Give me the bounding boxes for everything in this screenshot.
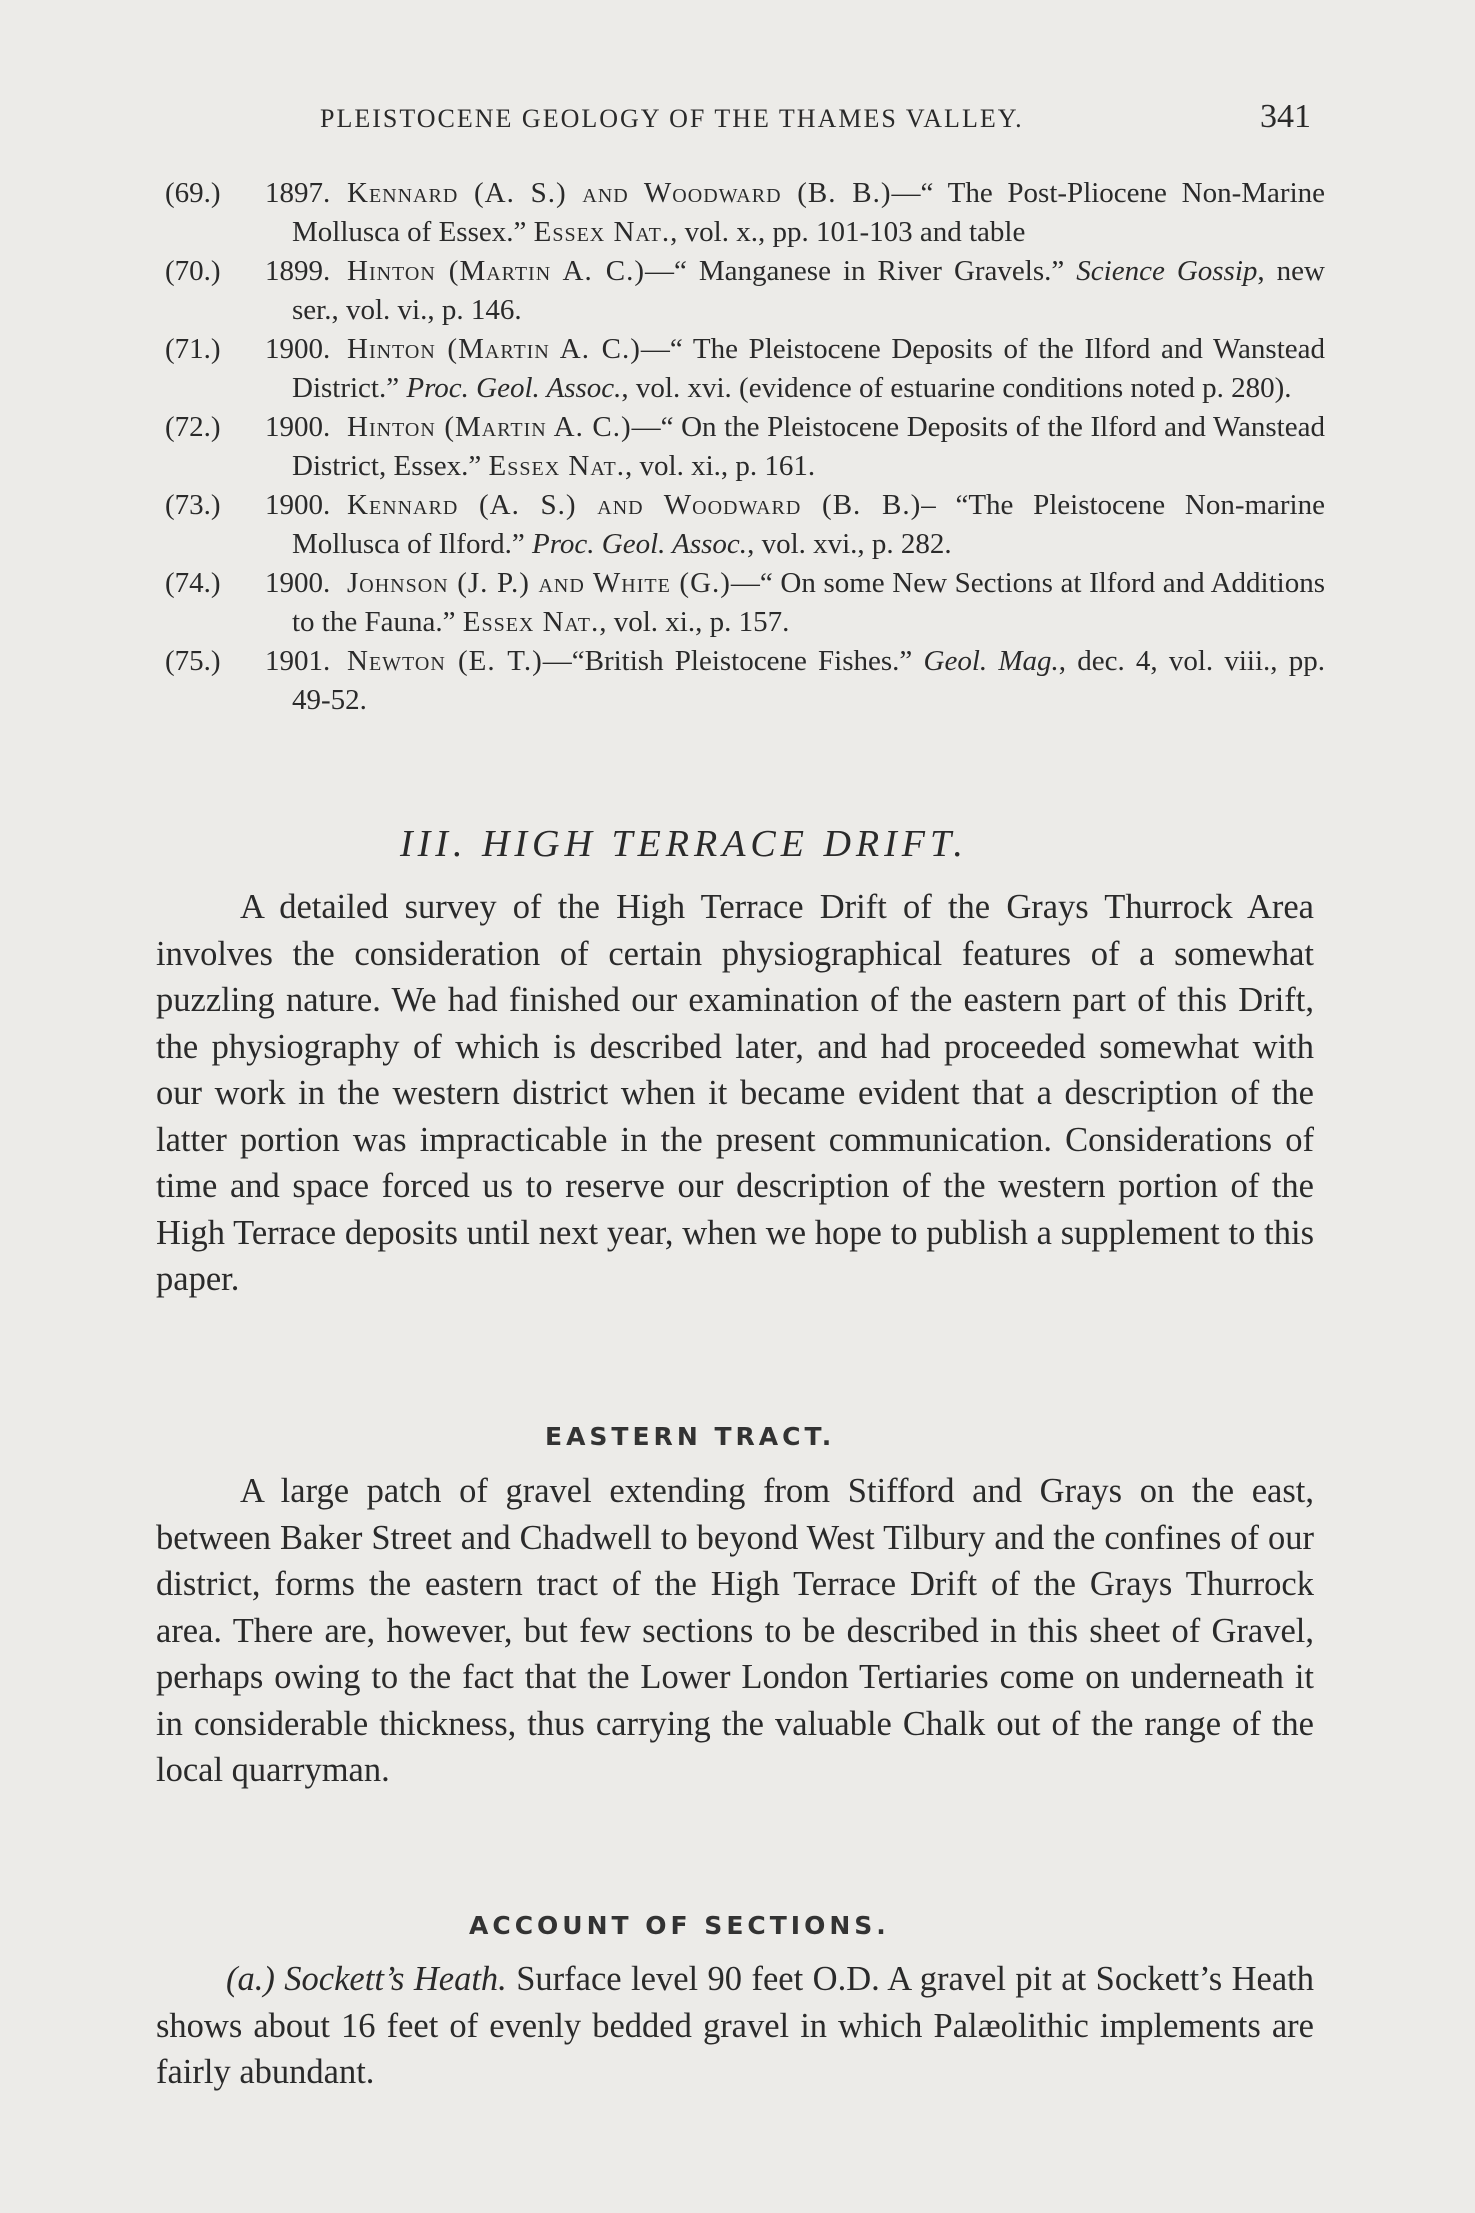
reference-details: , dec. 4, vol. viii., pp. 49-52. bbox=[292, 645, 1325, 716]
reference-details: , new ser., vol. vi., p. 146. bbox=[292, 255, 1325, 326]
reference-number: (75.) bbox=[165, 645, 221, 677]
reference-year: 1900. bbox=[265, 489, 331, 521]
reference-details: , vol. x., pp. 101-103 and table bbox=[670, 216, 1026, 248]
reference-item bbox=[165, 408, 1325, 486]
reference-authors: Hinton (Martin A. C.) bbox=[347, 255, 645, 287]
reference-year: 1899. bbox=[265, 255, 331, 287]
reference-authors: Newton (E. T.) bbox=[347, 645, 543, 677]
reference-text: – “The Pleistocene Non-marine Mollusca of Ilford.” bbox=[292, 489, 1325, 560]
reference-year: 1897. bbox=[265, 177, 331, 209]
reference-details: , vol. xvi., p. 282. bbox=[747, 528, 952, 560]
reference-details: , vol. xi., p. 161. bbox=[625, 450, 816, 482]
reference-number: (72.) bbox=[165, 411, 221, 443]
reference-authors: Kennard (A. S.) and Woodward (B. B.) bbox=[347, 177, 892, 209]
reference-text: —“ The Post-Pliocene Non-Marine Mollusca of Essex.” bbox=[292, 177, 1326, 248]
paragraph-text: A detailed survey of the High Terrace Drift of the Grays Thurrock Area involves the consideration of certain physiographical features of a somewhat puzzling nature. We had finished our examination of the eastern part of this Drift, the physiography of which is described later, and had proceeded somewhat with our work in the western district when it became evident that a description of the latter portion was impracticable in the present communication. Considerations of time and space forced us to reserve our description of the western portion of the High Terrace deposits until next year, when we hope to publish a supplement to this paper. bbox=[156, 888, 1314, 1298]
body-paragraph bbox=[156, 1956, 1314, 2096]
subheading-account-of-sections: ACCOUNT OF SECTIONS. bbox=[469, 1911, 890, 1940]
paragraph-text: Surface level 90 feet O.D. A gravel pit at Sockett’s Heath shows about 16 feet of evenly bedded gravel in which Palæolithic implements are fairly abundant. bbox=[156, 1960, 1314, 2091]
reference-number: (73.) bbox=[165, 489, 221, 521]
reference-journal: Geol. Mag. bbox=[923, 645, 1059, 677]
reference-text: —“ On the Pleistocene Deposits of the Ilford and Wanstead District, Essex.” bbox=[292, 411, 1325, 482]
running-title: PLEISTOCENE GEOLOGY OF THE THAMES VALLEY. bbox=[320, 104, 1024, 133]
reference-item bbox=[165, 252, 1325, 330]
body-paragraph bbox=[156, 884, 1314, 1303]
reference-number: (70.) bbox=[165, 255, 221, 287]
reference-list bbox=[165, 174, 1325, 720]
reference-text: —“ The Pleistocene Deposits of the Ilford and Wanstead District.” bbox=[292, 333, 1325, 404]
reference-journal: Proc. Geol. Assoc. bbox=[406, 372, 622, 404]
reference-year: 1900. bbox=[265, 411, 331, 443]
reference-authors: Hinton (Martin A. C.) bbox=[347, 333, 641, 365]
reference-item bbox=[165, 174, 1325, 252]
reference-year: 1900. bbox=[265, 567, 331, 599]
reference-journal: Essex Nat. bbox=[533, 216, 671, 248]
section-label: (a.) Sockett’s Heath. bbox=[226, 1960, 507, 1998]
body-paragraph bbox=[156, 1468, 1314, 1794]
reference-item bbox=[165, 330, 1325, 408]
reference-year: 1901. bbox=[265, 645, 331, 677]
subheading-eastern-tract: EASTERN TRACT. bbox=[545, 1422, 836, 1451]
section-title: III. HIGH TERRACE DRIFT. bbox=[400, 823, 968, 865]
reference-item bbox=[165, 642, 1325, 720]
reference-number: (71.) bbox=[165, 333, 221, 365]
reference-authors: Hinton (Martin A. C.) bbox=[347, 411, 632, 443]
page-number: 341 bbox=[1260, 98, 1311, 135]
reference-text: —“ On some New Sections at Ilford and Additions to the Fauna.” bbox=[292, 567, 1325, 638]
reference-authors: Kennard (A. S.) and Woodward (B. B.) bbox=[347, 489, 922, 521]
reference-details: , vol. xi., p. 157. bbox=[599, 606, 790, 638]
reference-year: 1900. bbox=[265, 333, 331, 365]
reference-journal: Essex Nat. bbox=[488, 450, 626, 482]
reference-number: (74.) bbox=[165, 567, 221, 599]
reference-journal: Essex Nat. bbox=[462, 606, 600, 638]
reference-number: (69.) bbox=[165, 177, 221, 209]
reference-text: —“ Manganese in River Gravels.” bbox=[645, 255, 1077, 287]
reference-item bbox=[165, 486, 1325, 564]
reference-authors: Johnson (J. P.) and White (G.) bbox=[347, 567, 731, 599]
reference-journal: Proc. Geol. Assoc. bbox=[532, 528, 748, 560]
reference-text: —“British Pleistocene Fishes.” bbox=[542, 645, 924, 677]
reference-journal: Science Gossip bbox=[1076, 255, 1258, 287]
reference-item bbox=[165, 564, 1325, 642]
reference-details: , vol. xvi. (evidence of estuarine conditions noted p. 280). bbox=[621, 372, 1292, 404]
paragraph-text: A large patch of gravel extending from Stifford and Grays on the east, between Baker Street and Chadwell to beyond West Tilbury and the confines of our district, forms the eastern tract of the High Terrace Drift of the Grays Thurrock area. There are, however, but few sections to be described in this sheet of Gravel, perhaps owing to the fact that the Lower London Tertiaries come on underneath it in considerable thickness, thus carrying the valuable Chalk out of the range of the local quarryman. bbox=[156, 1472, 1314, 1789]
